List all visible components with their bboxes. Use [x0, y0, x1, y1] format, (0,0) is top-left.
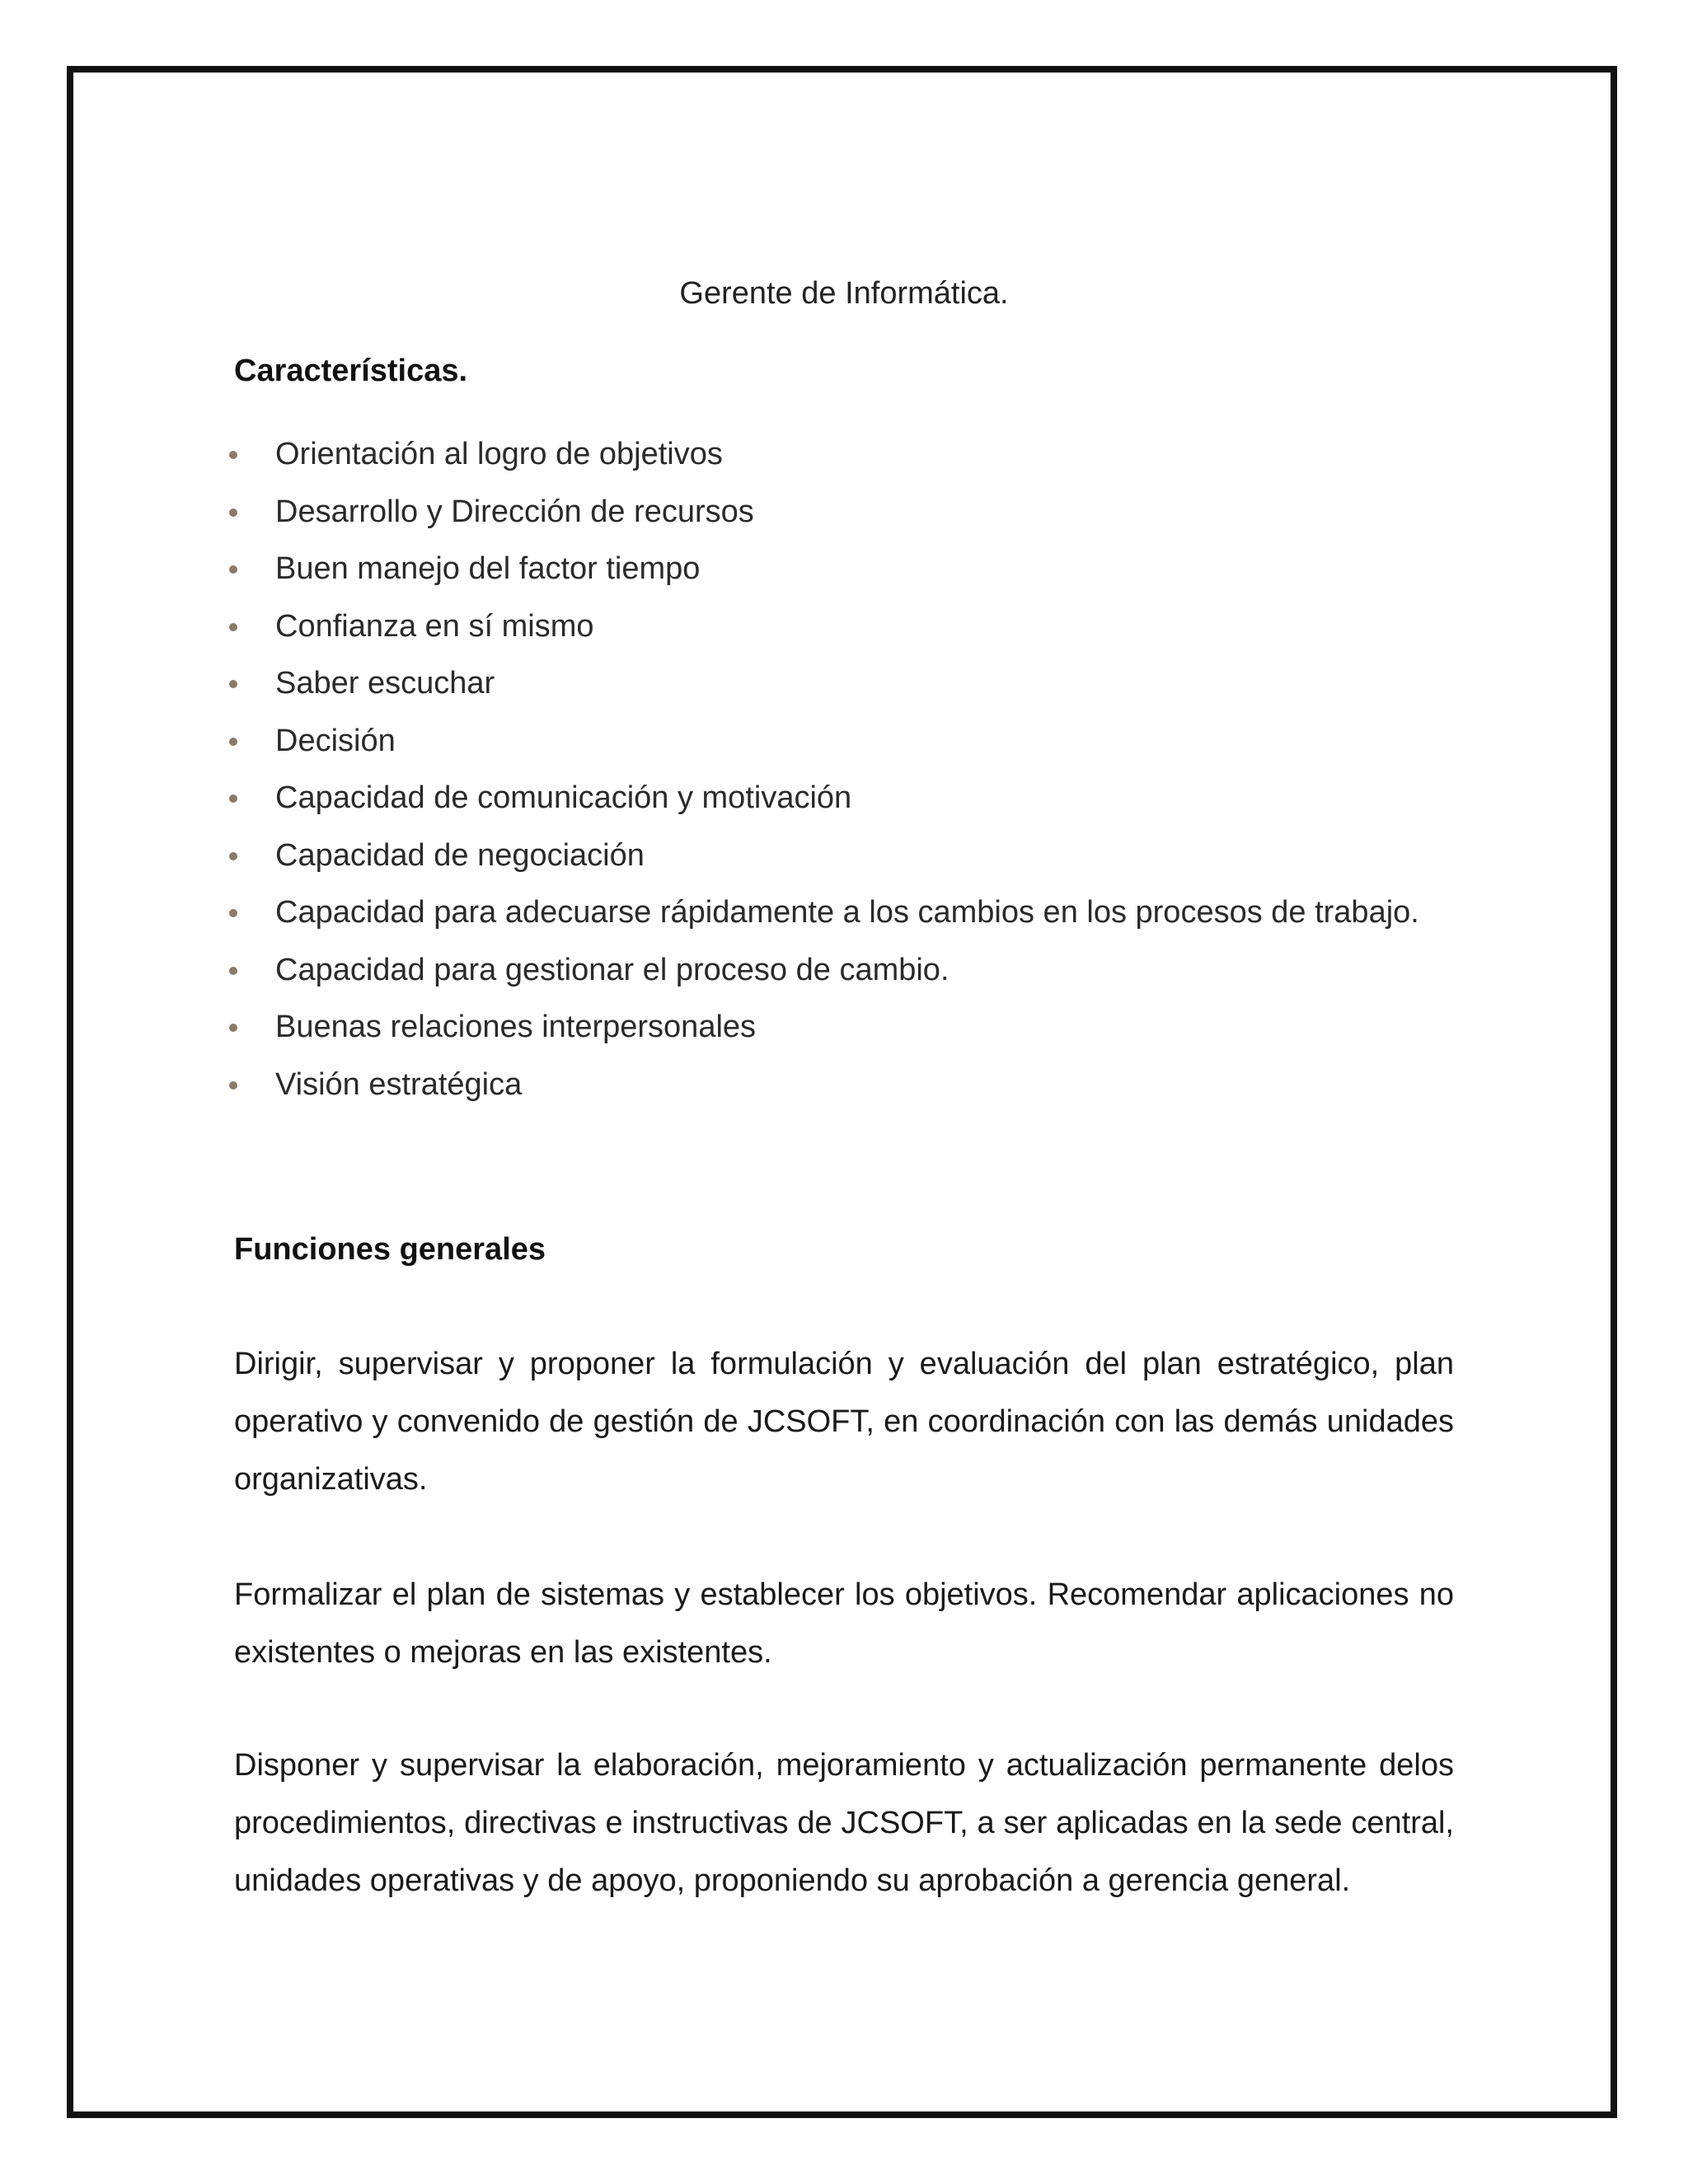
list-item-text: Buenas relaciones interpersonales — [275, 1010, 757, 1044]
function-paragraph: Disponer y supervisar la elaboración, mejoramiento y actualización permanente delos procedimientos, directivas e instructivas de JCSOFT, a ser aplicadas en la sede central, unidades operativas y de apoyo, proponiendo su aprobación a gerencia general. — [234, 1748, 1454, 1898]
list-item — [223, 999, 1459, 1057]
bullet-icon — [229, 509, 237, 517]
list-item-text: Confianza en sí mismo — [275, 608, 594, 644]
list-item-text: Capacidad de comunicación y motivación — [275, 780, 852, 815]
functions-heading: Funciones generales — [234, 1232, 546, 1267]
list-item — [223, 770, 1459, 827]
list-item-text: Capacidad para adecuarse rápidamente a los cambios en los procesos de trabajo. — [275, 895, 1419, 930]
list-item — [223, 884, 1459, 942]
characteristics-list — [223, 426, 1459, 1113]
list-item-text: Visión estratégica — [275, 1066, 523, 1102]
list-item — [223, 426, 1459, 484]
list-item — [223, 827, 1459, 885]
bullet-icon — [229, 1024, 237, 1032]
list-item-text: Capacidad para gestionar el proceso de cambio. — [275, 952, 950, 987]
bullet-icon — [229, 852, 237, 860]
list-item-text: Orientación al logro de objetivos — [275, 437, 723, 471]
bullet-icon — [229, 451, 237, 459]
list-item — [223, 541, 1459, 598]
bullet-icon — [229, 738, 237, 746]
list-item-text: Desarrollo y Dirección de recursos — [275, 494, 754, 529]
list-item-text: Buen manejo del factor tiempo — [275, 551, 701, 586]
list-item — [223, 942, 1459, 1000]
function-paragraph: Dirigir, supervisar y proponer la formulación y evaluación del plan estratégico, plan operativo y convenido de gestión de JCSOFT, en coordinación con las demás unidades organizativas. — [234, 1347, 1454, 1497]
page-title: Gerente de Informática. — [679, 276, 1009, 311]
list-item — [223, 1057, 1459, 1114]
bullet-icon — [229, 794, 237, 803]
list-item — [223, 484, 1459, 541]
list-item — [223, 713, 1459, 771]
bullet-icon — [229, 1081, 237, 1090]
list-item — [223, 598, 1459, 656]
bullet-icon — [229, 623, 237, 631]
bullet-icon — [229, 680, 237, 688]
bullet-icon — [229, 967, 237, 975]
list-item-text: Decisión — [275, 723, 396, 758]
function-paragraph: Formalizar el plan de sistemas y establecer los objetivos. Recomendar aplicaciones no existentes o mejoras en las existentes. — [234, 1577, 1454, 1670]
list-item-text: Capacidad de negociación — [275, 837, 645, 873]
list-item — [223, 655, 1459, 713]
characteristics-heading: Características. — [234, 354, 468, 388]
list-item-text: Saber escuchar — [275, 666, 495, 701]
bullet-icon — [229, 565, 237, 574]
bullet-icon — [229, 909, 237, 917]
